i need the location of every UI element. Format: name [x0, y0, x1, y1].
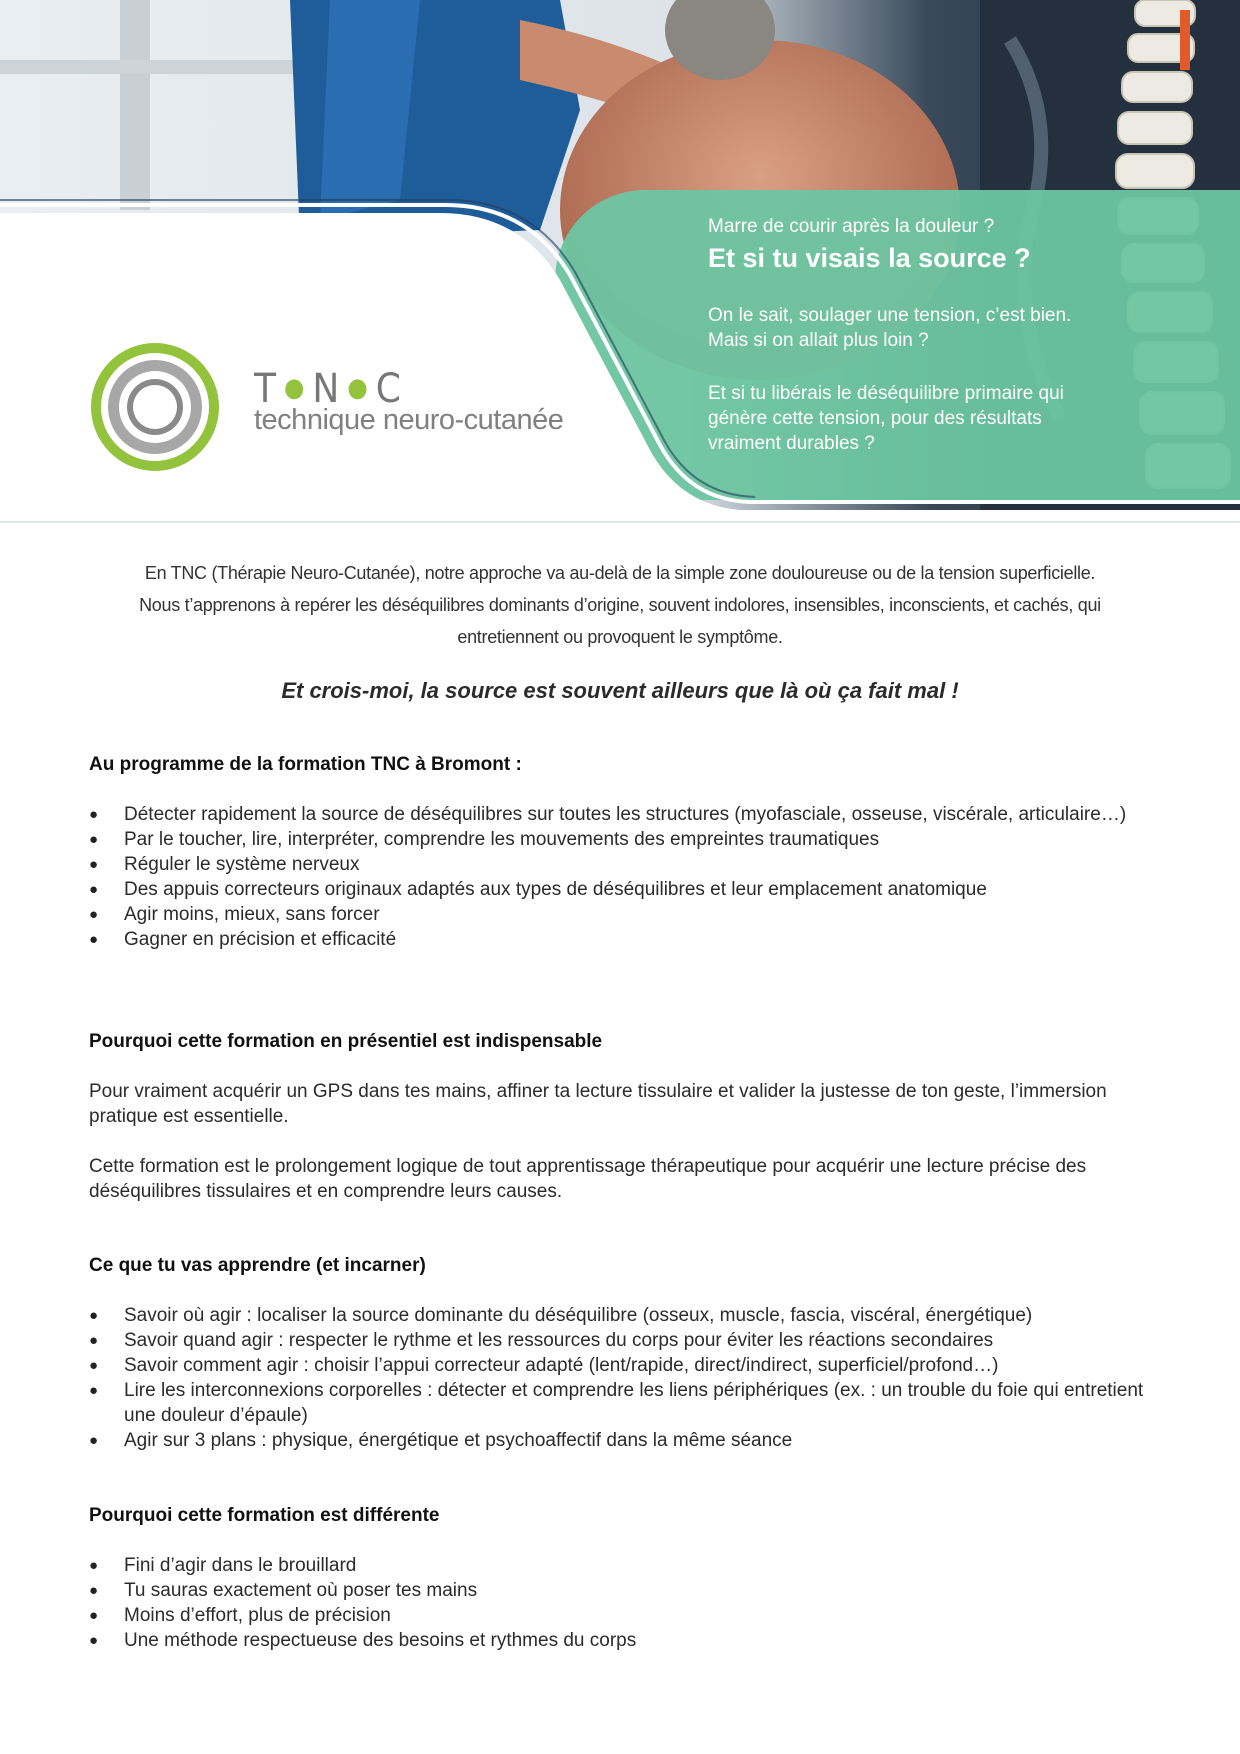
hero-banner	[0, 0, 1240, 530]
why-in-person-paragraph-2: Cette formation est le prolongement logique de tout apprentissage thérapeutique pour acquérir une lecture précise des déséquilibres tissulaires et en comprendre leurs causes.	[89, 1156, 1087, 1202]
list-item: ● Détecter rapidement la source de déséquilibres sur toutes les structures (myofasciale, osseuse, viscérale, articulaire…)	[89, 802, 1149, 827]
list-item: ● Fini d’agir dans le brouillard	[89, 1553, 1149, 1578]
hero-title: Et si tu visais la source ?	[708, 243, 1031, 273]
section-program-heading: Au programme de la formation TNC à Bromont :	[89, 754, 522, 775]
brand-name: technique neuro-cutanée	[254, 404, 564, 436]
section-learn-heading: Ce que tu vas apprendre (et incarner)	[89, 1255, 426, 1276]
hero-kicker: Marre de courir après la douleur ?	[708, 216, 995, 237]
intro-line-2: Nous t’apprenons à repérer les déséquilibres dominants d’origine, souvent indolores, insensibles, inconscients, et cachés, qui	[139, 595, 1101, 615]
brand-dot-icon: ●	[283, 373, 307, 403]
list-item: ● Des appuis correcteurs originaux adaptés aux types de déséquilibres et leur emplacement anatomique	[89, 877, 1149, 902]
brand-dot-icon: ●	[347, 373, 370, 403]
hero-paragraph-1	[708, 303, 1138, 353]
list-item: ● Savoir quand agir : respecter le rythme et les ressources du corps pour éviter les réactions secondaires	[89, 1328, 1149, 1353]
hero-p1-line2: Mais si on allait plus loin ?	[708, 330, 929, 351]
brand-initial-t: T	[254, 366, 278, 412]
hero-p1-line1: On le sait, soulager une tension, c’est bien.	[708, 305, 1072, 326]
section-why-in-person	[89, 1031, 1149, 1204]
brand-initial-n: N	[312, 366, 342, 412]
list-item: ● Tu sauras exactement où poser tes mains	[89, 1578, 1149, 1603]
section-learn	[89, 1255, 1149, 1453]
learn-list	[89, 1303, 1149, 1453]
brand-initial-c: C	[375, 366, 403, 412]
list-item: ● Savoir comment agir : choisir l’appui correcteur adapté (lent/rapide, direct/indirect, superficiel/profond…)	[89, 1353, 1149, 1378]
different-list	[89, 1553, 1149, 1653]
list-item: ● Réguler le système nerveux	[89, 852, 1149, 877]
list-item: ● Agir sur 3 plans : physique, énergétique et psychoaffectif dans la même séance	[89, 1428, 1149, 1453]
program-list	[89, 802, 1149, 952]
list-item: ● Lire les interconnexions corporelles : détecter et comprendre les liens périphériques (ex. : un trouble du foie qui entretient une douleur d’épaule)	[89, 1378, 1149, 1428]
tnc-logo-icon	[88, 340, 222, 474]
section-why-in-person-heading: Pourquoi cette formation en présentiel est indispensable	[89, 1031, 603, 1052]
why-in-person-paragraph-1: Pour vraiment acquérir un GPS dans tes mains, affiner ta lecture tissulaire et valider la justesse de ton geste, l’immersion pratique est essentielle.	[89, 1081, 1107, 1127]
intro-line-1: En TNC (Thérapie Neuro-Cutanée), notre approche va au-delà de la simple zone douloureuse ou de la tension superficielle.	[144, 563, 1096, 583]
intro-paragraph	[80, 557, 1160, 653]
intro-line-3: entretiennent ou provoquent le symptôme.	[457, 627, 783, 647]
section-program	[89, 754, 1149, 952]
hero-paragraph-2	[708, 381, 1138, 456]
section-different	[89, 1505, 1149, 1653]
hero-p2-line3: vraiment durables ?	[708, 433, 875, 454]
tagline: Et crois-moi, la source est souvent ailleurs que là où ça fait mal !	[281, 678, 959, 703]
list-item: ● Une méthode respectueuse des besoins et rythmes du corps	[89, 1628, 1149, 1653]
hero-text-block	[708, 214, 1138, 456]
hero-p2-line1: Et si tu libérais le déséquilibre primaire qui	[708, 383, 1064, 404]
list-item: ● Agir moins, mieux, sans forcer	[89, 902, 1149, 927]
hero-p2-line2: génère cette tension, pour des résultats	[708, 408, 1042, 429]
list-item: ● Par le toucher, lire, interpréter, comprendre les mouvements des empreintes traumatiques	[89, 827, 1149, 852]
section-different-heading: Pourquoi cette formation est différente	[89, 1505, 440, 1526]
list-item: ● Gagner en précision et efficacité	[89, 927, 1149, 952]
list-item: ● Moins d’effort, plus de précision	[89, 1603, 1149, 1628]
list-item: ● Savoir où agir : localiser la source dominante du déséquilibre (osseux, muscle, fascia, viscéral, énergétique)	[89, 1303, 1149, 1328]
